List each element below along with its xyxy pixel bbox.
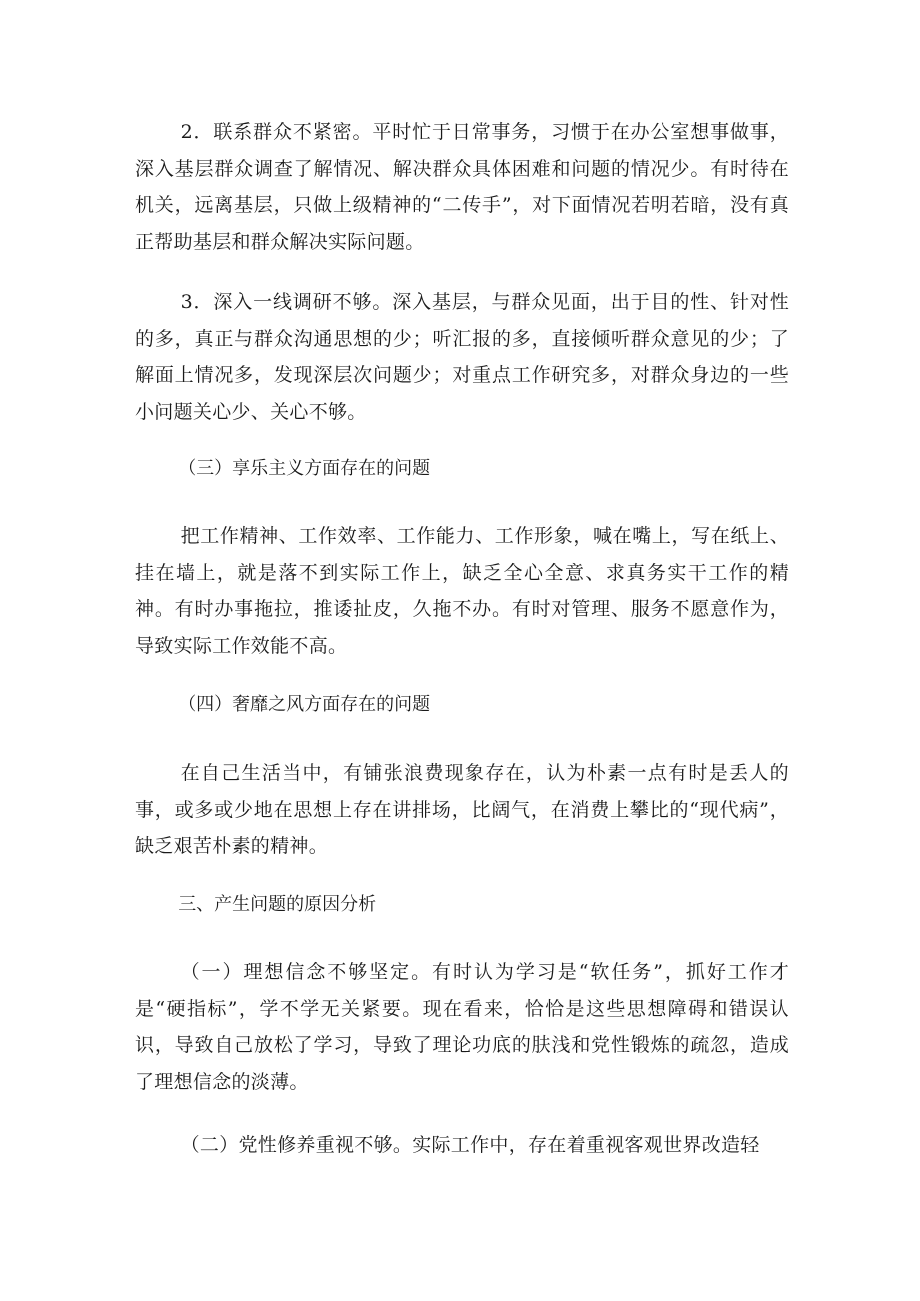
paragraph-contact-masses: 2．联系群众不紧密。平时忙于日常事务，习惯于在办公室想事做事，深入基层群众调查了解情况、解决群众具体困难和问题的情况少。有时待在机关，远离基层，只做上级精神的“二传手”，对下面情况若明若暗，没有真正帮助基层和群众解决实际问题。 — [135, 121, 789, 253]
section-heading-extravagance: （四）奢靡之风方面存在的问题 — [178, 694, 431, 715]
section-heading-hedonism: （三）享乐主义方面存在的问题 — [178, 458, 431, 479]
paragraph-frontline-research: 3．深入一线调研不够。深入基层，与群众见面，出于目的性、针对性的多，真正与群众沟通思想的少；听汇报的多，直接倾听群众意见的少；了解面上情况多，发现深层次问题少；对重点工作研究多，对群众身边的一些小问题关心少、关心不够。 — [135, 291, 789, 423]
chapter-heading-cause-analysis: 三、产生问题的原因分析 — [178, 894, 377, 915]
paragraph-party-spirit: （二）党性修养重视不够。实际工作中，存在着重视客观世界改造轻 — [180, 1134, 760, 1156]
paragraph-ideals-beliefs: （一）理想信念不够坚定。有时认为学习是“软任务”，抓好工作才是“硬指标”，学不学无关紧要。现在看来，恰恰是这些思想障碍和错误认识，导致自己放松了学习，导致了理论功底的肤浅和党性锻炼的疏忽，造成了理想信念的淡薄。 — [135, 961, 789, 1093]
paragraph-hedonism: 把工作精神、工作效率、工作能力、工作形象，喊在嘴上，写在纸上、挂在墙上，就是落不到实际工作上，缺乏全心全意、求真务实干工作的精神。有时办事拖拉，推诿扯皮，久拖不办。有时对管理、服务不愿意作为，导致实际工作效能不高。 — [135, 525, 789, 657]
paragraph-extravagance: 在自己生活当中，有铺张浪费现象存在，认为朴素一点有时是丢人的事，或多或少地在思想上存在讲排场，比阔气，在消费上攀比的“现代病”，缺乏艰苦朴素的精神。 — [135, 762, 789, 857]
